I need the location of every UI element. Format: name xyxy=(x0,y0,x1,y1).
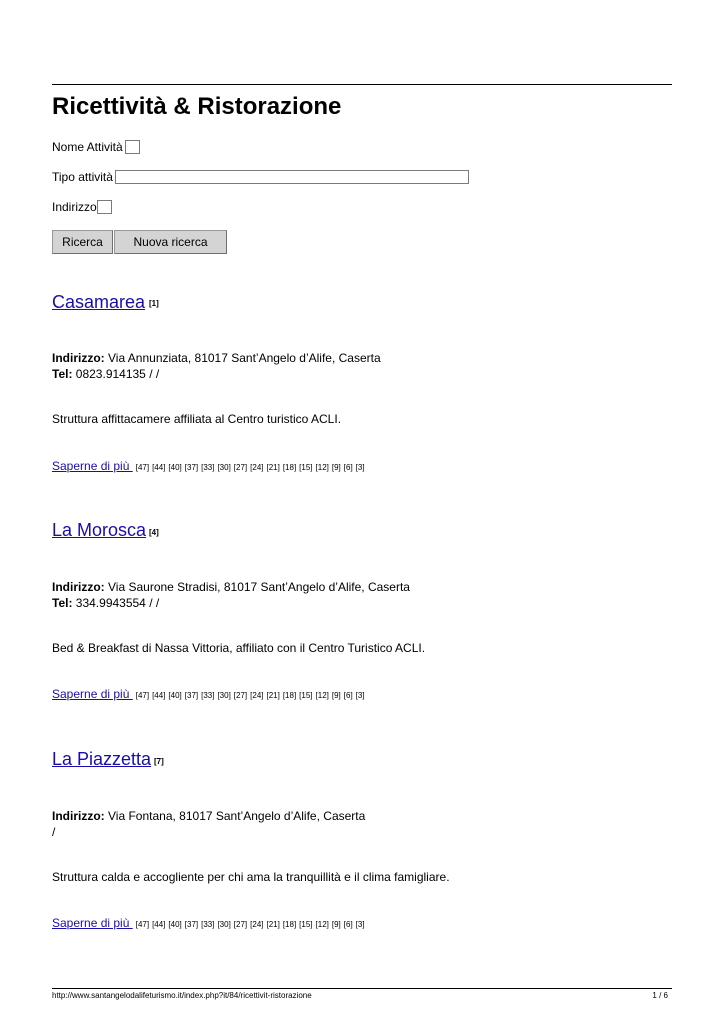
page-ref: [3] xyxy=(355,920,365,929)
page-ref: [27] xyxy=(233,691,248,700)
page-ref: [24] xyxy=(250,691,264,700)
entry-address xyxy=(52,579,410,595)
page-ref: [27] xyxy=(233,463,248,472)
page-ref: [44] xyxy=(152,691,166,700)
indirizzo-input[interactable] xyxy=(97,200,112,214)
entry-title-link[interactable]: La Morosca xyxy=(52,520,147,540)
page-ref: [37] xyxy=(184,463,199,472)
more-info-link[interactable]: Saperne di più xyxy=(52,687,133,701)
address-value: Via Fontana, 81017 Sant’Angelo d’Alife, Caserta xyxy=(104,809,366,823)
entry-description: Bed & Breakfast di Nassa Vittoria, affiliato con il Centro Turistico ACLI. xyxy=(52,641,426,655)
page-title: Ricettività & Ristorazione xyxy=(52,93,342,120)
page-ref: [33] xyxy=(201,920,215,929)
page-ref: [24] xyxy=(250,463,264,472)
more-info-link[interactable]: Saperne di più xyxy=(52,459,133,473)
address-label: Indirizzo: xyxy=(52,809,105,823)
page-ref: [21] xyxy=(266,691,280,700)
tel-label: Tel: xyxy=(52,596,73,610)
page-ref: [3] xyxy=(355,463,365,472)
indirizzo-label: Indirizzo xyxy=(52,200,97,214)
page-ref: [21] xyxy=(266,920,280,929)
page-ref: [40] xyxy=(168,691,182,700)
page-ref: [30] xyxy=(217,463,231,472)
tel-label: Tel: xyxy=(52,367,73,381)
page-ref: [40] xyxy=(168,463,182,472)
page-ref: [47] xyxy=(135,463,150,472)
page-ref: [6] xyxy=(343,463,353,472)
page-ref: [18] xyxy=(282,463,297,472)
entry-links xyxy=(52,686,365,704)
entry-ref: [7] xyxy=(154,757,164,766)
page-ref: [6] xyxy=(343,920,353,929)
entry-title-link[interactable]: Casamarea xyxy=(52,292,146,312)
more-info-link[interactable]: Saperne di più xyxy=(52,916,133,930)
page-ref: [40] xyxy=(168,920,182,929)
page-ref: [15] xyxy=(299,691,313,700)
page-ref: [12] xyxy=(315,463,329,472)
new-search-button[interactable]: Nuova ricerca xyxy=(114,230,227,254)
nome-attivita-input[interactable] xyxy=(125,140,140,154)
page-ref: [15] xyxy=(299,463,313,472)
tipo-attivita-select[interactable] xyxy=(115,170,469,184)
entry-second-line: / xyxy=(52,825,56,839)
nome-attivita-label: Nome Attività xyxy=(52,140,123,154)
page-ref: [33] xyxy=(201,691,215,700)
page-ref: [18] xyxy=(282,691,297,700)
page-ref: [12] xyxy=(315,920,329,929)
header-rule xyxy=(52,84,672,85)
entry-ref: [4] xyxy=(149,528,159,537)
entry-tel xyxy=(52,366,159,382)
address-label: Indirizzo: xyxy=(52,580,105,594)
page-ref: [9] xyxy=(331,691,341,700)
page-ref: [18] xyxy=(282,920,297,929)
page-ref: [24] xyxy=(250,920,264,929)
page-ref: [47] xyxy=(135,691,150,700)
entry-description: Struttura affittacamere affiliata al Centro turistico ACLI. xyxy=(52,412,342,426)
page-ref: [27] xyxy=(233,920,248,929)
page-ref: [6] xyxy=(343,691,353,700)
entry-links xyxy=(52,458,365,476)
page-ref: [9] xyxy=(331,920,341,929)
tel-value: 334.9943554 / / xyxy=(72,596,160,610)
page-ref: [47] xyxy=(135,920,150,929)
page-ref: [33] xyxy=(201,463,215,472)
tipo-attivita-label: Tipo attività xyxy=(52,170,113,184)
entry-title-link[interactable]: La Piazzetta xyxy=(52,749,152,769)
entry-tel xyxy=(52,595,159,611)
page-refs xyxy=(133,916,365,930)
page-ref: [37] xyxy=(184,920,199,929)
page-ref: [15] xyxy=(299,920,313,929)
address-label: Indirizzo: xyxy=(52,351,105,365)
entry-address xyxy=(52,350,381,366)
entry-links xyxy=(52,915,365,933)
search-button[interactable]: Ricerca xyxy=(52,230,113,254)
page-ref: [44] xyxy=(152,920,166,929)
footer-url: http://www.santangelodalifeturismo.it/index.php?it/84/ricettivit-ristorazione xyxy=(52,991,312,1000)
page-ref: [37] xyxy=(184,691,199,700)
entry-description: Struttura calda e accogliente per chi ama la tranquillità e il clima famigliare. xyxy=(52,870,450,884)
entry-address xyxy=(52,808,365,824)
page-ref: [21] xyxy=(266,463,280,472)
page-ref: [3] xyxy=(355,691,365,700)
page-ref: [9] xyxy=(331,463,341,472)
page-ref: [44] xyxy=(152,463,166,472)
address-value: Via Annunziata, 81017 Sant’Angelo d’Alife, Caserta xyxy=(104,351,381,365)
page-refs xyxy=(133,687,365,701)
footer-page-number: 1 / 6 xyxy=(652,991,668,1000)
page-ref: [30] xyxy=(217,691,231,700)
entry-ref: [1] xyxy=(149,299,159,308)
page-ref: [30] xyxy=(217,920,231,929)
tel-value: 0823.914135 / / xyxy=(72,367,160,381)
footer-rule xyxy=(52,988,672,989)
address-value: Via Saurone Stradisi, 81017 Sant’Angelo d’Alife, Caserta xyxy=(104,580,410,594)
page-refs xyxy=(133,459,365,473)
page-ref: [12] xyxy=(315,691,329,700)
